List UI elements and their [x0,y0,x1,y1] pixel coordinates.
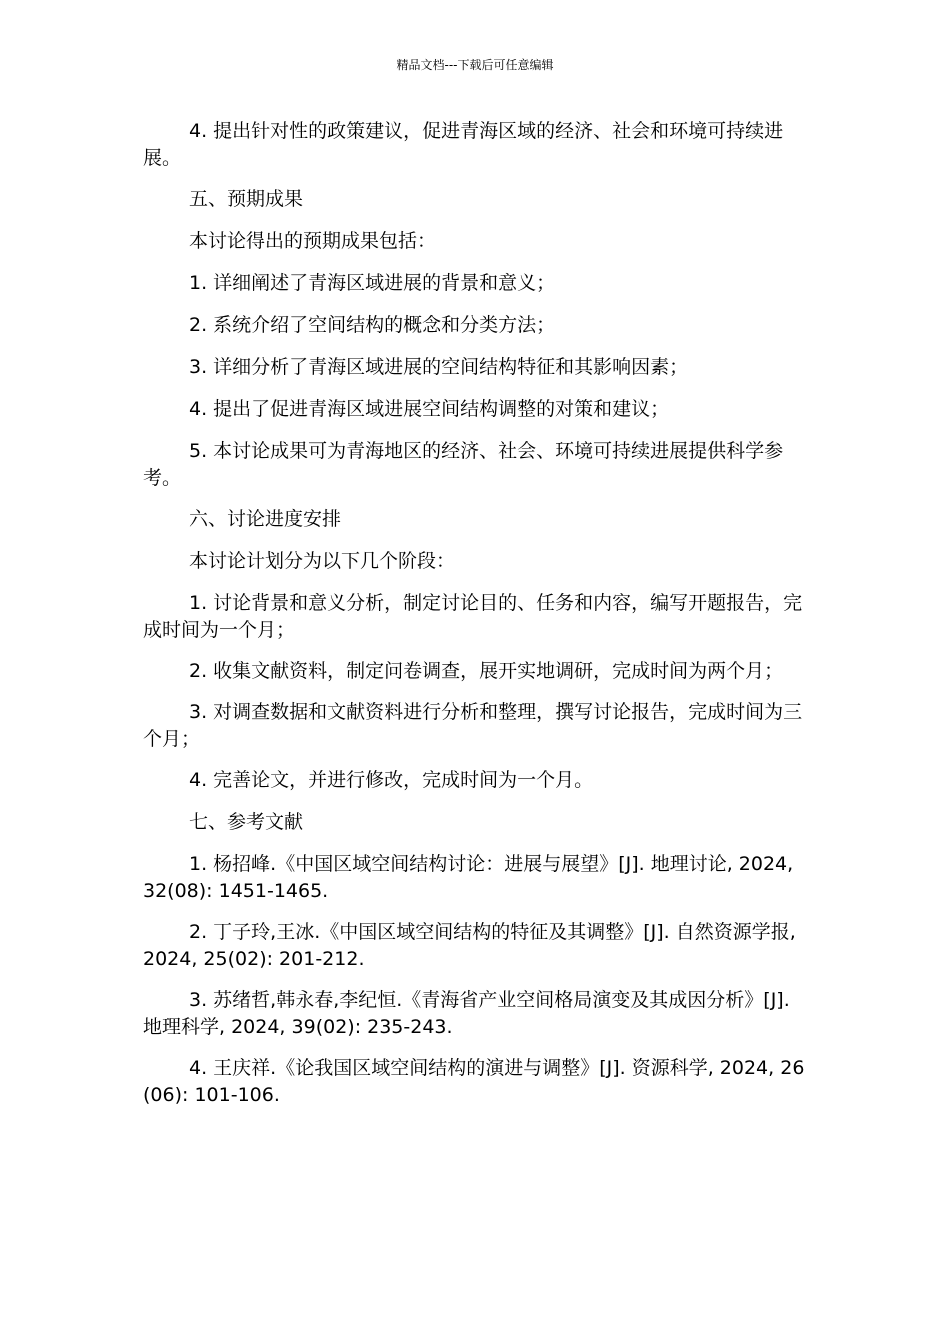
list-item-schedule-4: 4. 完善论文，并进行修改，完成时间为一个月。 [189,769,594,791]
list-item-result-4: 4. 提出了促进青海区域进展空间结构调整的对策和建议； [189,398,670,420]
paragraph-schedule-intro: 本讨论计划分为以下几个阶段： [189,550,456,572]
list-item-result-1: 1. 详细阐述了青海区域进展的背景和意义； [189,272,556,294]
section-heading-schedule: 六、讨论进度安排 [189,508,342,530]
document-body [143,118,805,1123]
paragraph-policy-suggestion: 4. 提出针对性的政策建议，促进青海区域的经济、社会和环境可持续进展。 [143,120,784,169]
list-item-result-2: 2. 系统介绍了空间结构的概念和分类方法； [189,314,556,336]
reference-item-3: 3. 苏绪哲,韩永春,李纪恒.《青海省产业空间格局演变及其成因分析》[J]. 地理科学, 2024, 39(02): 235-243. [143,989,790,1038]
page-header: 精品文档---下载后可任意编辑 [396,58,554,72]
section-heading-expected-results: 五、预期成果 [189,188,304,210]
list-item-schedule-2: 2. 收集文献资料，制定问卷调查，展开实地调研，完成时间为两个月； [189,660,784,682]
list-item-result-5: 5. 本讨论成果可为青海地区的经济、社会、环境可持续进展提供科学参考。 [143,440,784,489]
reference-item-4: 4. 王庆祥.《论我国区域空间结构的演进与调整》[J]. 资源科学, 2024, 26(06): 101-106. [143,1057,805,1106]
reference-item-1: 1. 杨招峰.《中国区域空间结构讨论：进展与展望》[J]. 地理讨论, 2024, 32(08): 1451-1465. [143,853,794,902]
section-heading-references: 七、参考文献 [189,811,304,833]
reference-item-2: 2. 丁子玲,王冰.《中国区域空间结构的特征及其调整》[J]. 自然资源学报, 2024, 25(02): 201-212. [143,921,796,970]
list-item-schedule-1: 1. 讨论背景和意义分析，制定讨论目的、任务和内容，编写开题报告，完成时间为一个月； [143,592,803,641]
list-item-result-3: 3. 详细分析了青海区域进展的空间结构特征和其影响因素； [189,356,689,378]
list-item-schedule-3: 3. 对调查数据和文献资料进行分析和整理，撰写讨论报告，完成时间为三个月； [143,701,803,750]
paragraph-results-intro: 本讨论得出的预期成果包括： [189,230,437,252]
